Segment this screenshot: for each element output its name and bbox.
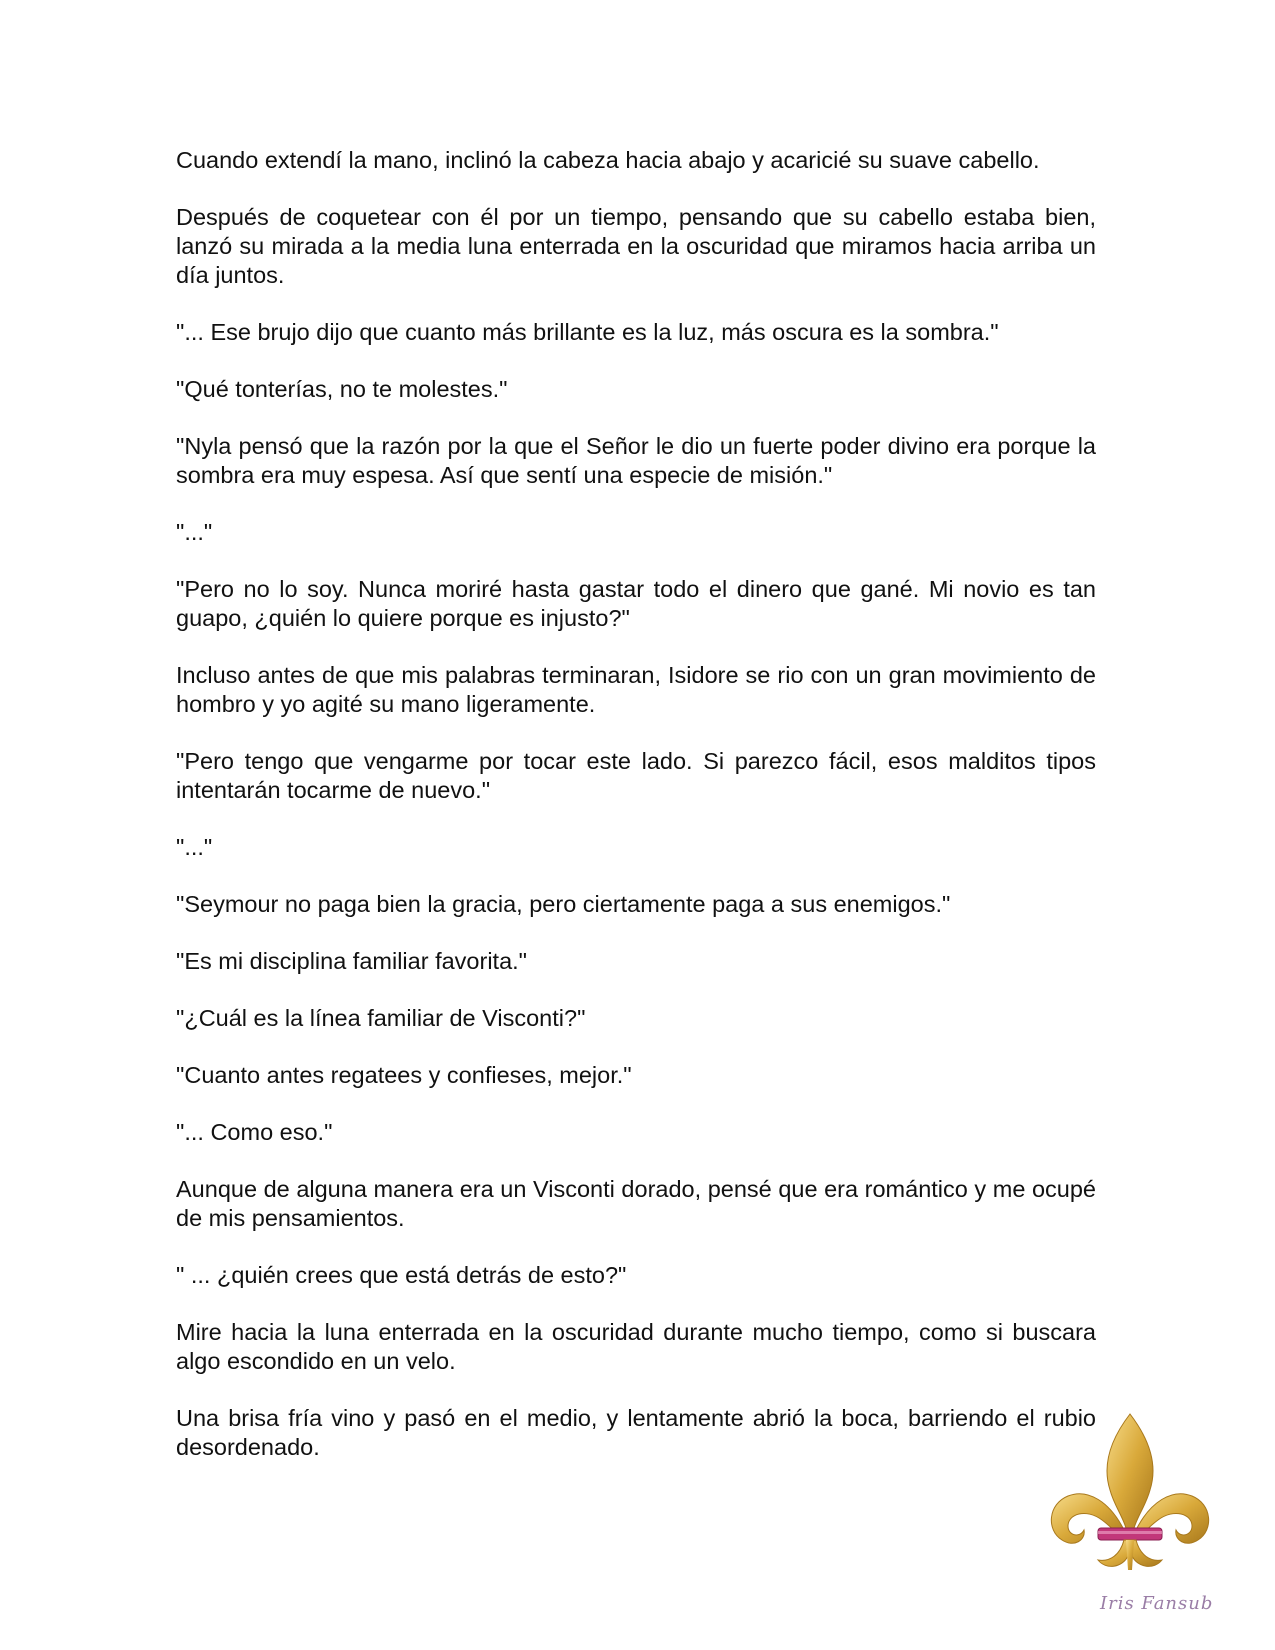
paragraph: "Pero no lo soy. Nunca moriré hasta gastar todo el dinero que gané. Mi novio es tan guapo, ¿quién lo quiere porque es injusto?" [176,576,1096,631]
paragraph: Una brisa fría vino y pasó en el medio, y lentamente abrió la boca, barriendo el rubio desordenado. [176,1405,1096,1460]
paragraph: "Seymour no paga bien la gracia, pero ciertamente paga a sus enemigos." [176,891,951,917]
paragraph: "Pero tengo que vengarme por tocar este lado. Si parezco fácil, esos malditos tipos intentarán tocarme de nuevo." [176,748,1096,803]
paragraph: "Es mi disciplina familiar favorita." [176,948,528,974]
paragraph: "..." [176,834,213,860]
paragraph: " ... ¿quién crees que está detrás de esto?" [176,1262,627,1288]
paragraph: "Nyla pensó que la razón por la que el Señor le dio un fuerte poder divino era porque la sombra era muy espesa. Así que sentí una especie de misión." [176,433,1096,488]
paragraph: Mire hacia la luna enterrada en la oscuridad durante mucho tiempo, como si buscara algo escondido en un velo. [176,1319,1096,1374]
paragraph: "¿Cuál es la línea familiar de Visconti?" [176,1005,586,1031]
paragraph: "..." [176,519,213,545]
paragraph: Incluso antes de que mis palabras terminaran, Isidore se rio con un gran movimiento de hombro y yo agité su mano ligeramente. [176,662,1096,717]
paragraph: Aunque de alguna manera era un Visconti dorado, pensé que era romántico y me ocupé de mis pensamientos. [176,1176,1096,1231]
paragraph: "... Como eso." [176,1119,333,1145]
paragraph: Cuando extendí la mano, inclinó la cabeza hacia abajo y acaricié su suave cabello. [176,147,1040,173]
body-text [176,146,1096,1490]
paragraph: "Cuanto antes regatees y confieses, mejor." [176,1062,632,1088]
paragraph: Después de coquetear con él por un tiempo, pensando que su cabello estaba bien, lanzó su mirada a la media luna enterrada en la oscuridad que miramos hacia arriba un día juntos. [176,204,1096,288]
watermark-logo [1040,1410,1220,1620]
paragraph: "... Ese brujo dijo que cuanto más brillante es la luz, más oscura es la sombra." [176,319,999,345]
fleur-de-lis-icon [1040,1410,1220,1590]
paragraph: "Qué tonterías, no te molestes." [176,376,508,402]
watermark-text: Iris Fansub [1100,1593,1214,1614]
